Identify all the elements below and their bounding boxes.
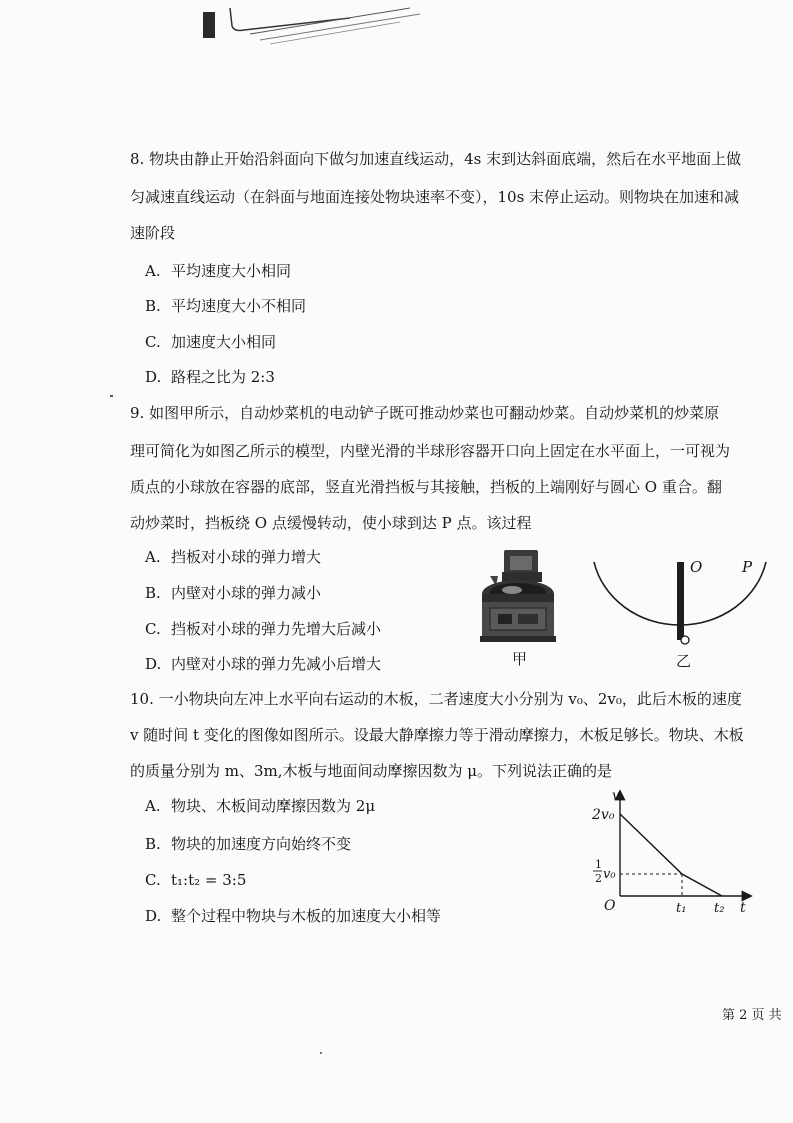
q10-line-2: v 随时间 t 变化的图像如图所示。设最大静摩擦力等于滑动摩擦力，木板足够长。物块、木板 <box>130 726 744 744</box>
option-text: 物块的加速度方向始终不变 <box>171 835 352 853</box>
option-text: 内壁对小球的弹力先减小后增大 <box>171 655 382 673</box>
small-ball <box>681 636 689 644</box>
point-o-label: O <box>690 558 703 576</box>
q8-option-d[interactable] <box>145 366 275 387</box>
t1-label: t₁ <box>676 901 687 916</box>
q9-line-1: 9. 如图甲所示，自动炒菜机的电动铲子既可推动炒菜也可翻动炒菜。自动炒菜机的炒菜原 <box>130 404 720 422</box>
page-footer: 第 2 页 共 <box>722 1008 782 1023</box>
figure-jia-cooking-machine <box>472 546 564 648</box>
origin-label: O <box>604 898 616 914</box>
point-p-label: P <box>742 558 753 576</box>
option-label: B. <box>145 835 161 853</box>
y-tick-half-den: 2 <box>595 872 602 885</box>
option-text: 路程之比为 2:3 <box>171 368 275 386</box>
option-text: t₁:t₂ = 3:5 <box>171 871 247 889</box>
q10-option-c[interactable] <box>145 871 246 889</box>
option-label: D. <box>145 368 162 386</box>
q10-line-1: 10. 一小物块向左冲上水平向右运动的木板，二者速度大小分别为 v₀、2v₀，此后木板的速度 <box>130 690 742 708</box>
y-tick-half-num: 1 <box>595 858 602 871</box>
option-label: A. <box>145 548 161 566</box>
option-label: C. <box>145 333 161 351</box>
figure-yi-hemisphere-model <box>586 556 772 660</box>
t2-label: t₂ <box>714 901 725 916</box>
q10-line-3: 的质量分别为 m、3m,木板与地面间动摩擦因数为 μ。下列说法正确的是 <box>130 762 613 780</box>
option-label: A. <box>145 262 161 280</box>
option-label: B. <box>145 584 161 602</box>
scan-artifact-marks <box>200 0 440 50</box>
axis-t-label: t <box>740 900 746 916</box>
figure-yi-label: 乙 <box>676 652 692 670</box>
option-label: A. <box>145 797 161 815</box>
option-text: 加速度大小相同 <box>171 333 277 351</box>
option-label: C. <box>145 871 161 889</box>
q8-line-2: 匀减速直线运动（在斜面与地面连接处物块速率不变），10s 末停止运动。则物块在加速和减 <box>130 188 740 206</box>
option-text: 内壁对小球的弹力减小 <box>171 584 322 602</box>
q9-line-2: 理可简化为如图乙所示的模型，内壁光滑的半球形容器开口向上固定在水平面上，一可视为 <box>130 442 731 460</box>
figure-jia-label: 甲 <box>512 650 528 668</box>
option-label: C. <box>145 620 161 638</box>
q8-option-b[interactable] <box>145 295 306 316</box>
baffle-plate <box>677 562 684 640</box>
q10-option-a[interactable] <box>145 795 375 816</box>
q9-option-d[interactable] <box>145 653 381 674</box>
q9-line-3: 质点的小球放在容器的底部，竖直光滑挡板与其接触，挡板的上端刚好与圆心 O 重合。翻 <box>130 478 722 496</box>
figure-v-t-graph <box>584 784 768 920</box>
q9-option-b[interactable] <box>145 582 321 603</box>
option-text: 挡板对小球的弹力增大 <box>171 548 322 566</box>
q9-option-a[interactable] <box>145 546 321 567</box>
q10-option-b[interactable] <box>145 833 351 854</box>
y-tick-2v0: 2v₀ <box>592 807 615 823</box>
option-text: 物块、木板间动摩擦因数为 2μ <box>171 797 376 815</box>
q9-line-4: 动炒菜时，挡板绕 O 点缓慢转动，使小球到达 P 点。该过程 <box>130 514 532 532</box>
option-label: D. <box>145 655 162 673</box>
scan-dot <box>320 1052 322 1054</box>
q9-option-c[interactable] <box>145 618 381 639</box>
velocity-line <box>620 814 722 896</box>
q8-line-1: 8. 物块由静止开始沿斜面向下做匀加速直线运动，4s 末到达斜面底端，然后在水平地面上做 <box>130 150 742 168</box>
q8-line-3: 速阶段 <box>130 224 176 242</box>
option-label: B. <box>145 297 161 315</box>
option-text: 整个过程中物块与木板的加速度大小相等 <box>171 907 442 925</box>
option-label: D. <box>145 907 162 925</box>
option-text: 平均速度大小不相同 <box>171 297 307 315</box>
scan-dot <box>110 395 113 397</box>
q10-option-d[interactable] <box>145 905 441 926</box>
y-tick-half-v0: v₀ <box>603 867 616 882</box>
option-text: 平均速度大小相同 <box>171 262 292 280</box>
axis-v-label: v <box>612 788 620 804</box>
q8-option-a[interactable] <box>145 260 291 281</box>
q8-option-c[interactable] <box>145 331 276 352</box>
option-text: 挡板对小球的弹力先增大后减小 <box>171 620 382 638</box>
